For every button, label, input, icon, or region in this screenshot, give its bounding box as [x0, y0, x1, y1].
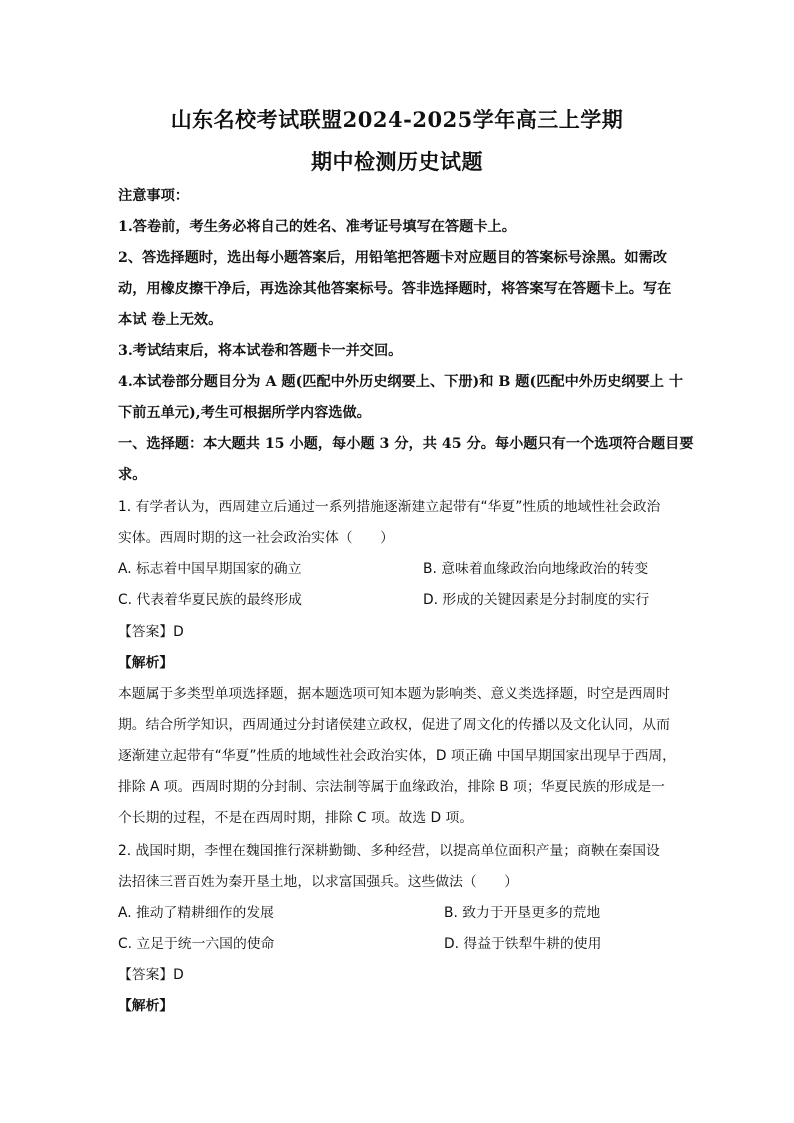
question-1-analysis-line-2: 期。结合所学知识，西周通过分封诸侯建立政权，促进了周文化的传播以及文化认同，从而 [118, 717, 670, 733]
question-1-option-a: A. 标志着中国早期国家的确立 [118, 561, 302, 577]
question-1-option-d: D. 形成的关键因素是分封制度的实行 [423, 592, 650, 608]
question-2-option-a: A. 推动了精耕细作的发展 [118, 905, 274, 921]
question-2-option-b: B. 致力于开垦更多的荒地 [444, 905, 601, 921]
notice-item-3: 3.考试结束后，将本试卷和答题卡一并交回。 [118, 343, 403, 359]
question-1-analysis-line-1: 本题属于多类型单项选择题，据本题选项可知本题为影响类、意义类选择题，时空是西周时 [118, 686, 670, 702]
question-1-stem-line-1: 1. 有学者认为，西周建立后通过一系列措施逐渐建立起带有“华夏”性质的地域性社会政治 [118, 499, 661, 515]
question-2-stem-line-1: 2. 战国时期，李悝在魏国推行深耕勤锄、多种经营，以提高单位面积产量；商鞅在秦国设 [118, 843, 660, 859]
exam-title-line2: 期中检测历史试题 [311, 149, 483, 174]
notice-heading: 注意事项： [118, 188, 189, 204]
section-heading-line-1: 一、选择题：本大题共 15 小题，每小题 3 分，共 45 分。每小题只有一个选项符合题目要 [118, 436, 694, 452]
notice-item-4-line-1: 4.本试卷部分题目分为 A 题(匹配中外历史纲要上、下册)和 B 题(匹配中外历史纲要上 十 [118, 374, 684, 390]
section-heading-line-2: 求。 [118, 467, 147, 483]
notice-item-4-line-2: 下前五单元),考生可根据所学内容选做。 [118, 405, 371, 421]
notice-item-2-line-3: 本试 卷上无效。 [118, 312, 223, 328]
exam-title-line1: 山东名校考试联盟2024-2025学年高三上学期 [170, 107, 624, 132]
question-2-analysis-label: 【解析】 [118, 998, 174, 1014]
question-1-stem-line-2: 实体。西周时期的这一社会政治实体（ ） [118, 530, 394, 546]
question-1-answer: 【答案】D [118, 624, 184, 640]
question-2-answer: 【答案】D [118, 967, 184, 983]
question-1-analysis-line-4: 排除 A 项。西周时期的分封制、宗法制等属于血缘政治，排除 B 项；华夏民族的形成是一 [118, 779, 665, 795]
question-2-stem-line-2: 法招徕三晋百姓为秦开垦土地，以求富国强兵。这些做法（ ） [118, 874, 519, 890]
question-1-analysis-line-5: 个长期的过程，不是在西周时期，排除 C 项。故选 D 项。 [118, 810, 474, 826]
question-2-option-d: D. 得益于铁犁牛耕的使用 [444, 936, 602, 952]
question-1-analysis-line-3: 逐渐建立起带有“华夏”性质的地域性社会政治实体，D 项正确 中国早期国家出现早于西周， [118, 748, 676, 764]
notice-item-2-line-2: 动，用橡皮擦干净后，再选涂其他答案标号。答非选择题时，将答案写在答题卡上。写在 [118, 281, 672, 297]
question-1-analysis-label: 【解析】 [118, 655, 174, 671]
question-1-option-c: C. 代表着华夏民族的最终形成 [118, 592, 302, 608]
question-1-option-b: B. 意味着血缘政治向地缘政治的转变 [423, 561, 649, 577]
notice-item-1: 1.答卷前，考生务必将自己的姓名、准考证号填写在答题卡上。 [118, 219, 516, 235]
question-2-option-c: C. 立足于统一六国的使命 [118, 936, 275, 952]
notice-item-2-line-1: 2、答选择题时，选出每小题答案后，用铅笔把答题卡对应题目的答案标号涂黑。如需改 [118, 250, 667, 266]
